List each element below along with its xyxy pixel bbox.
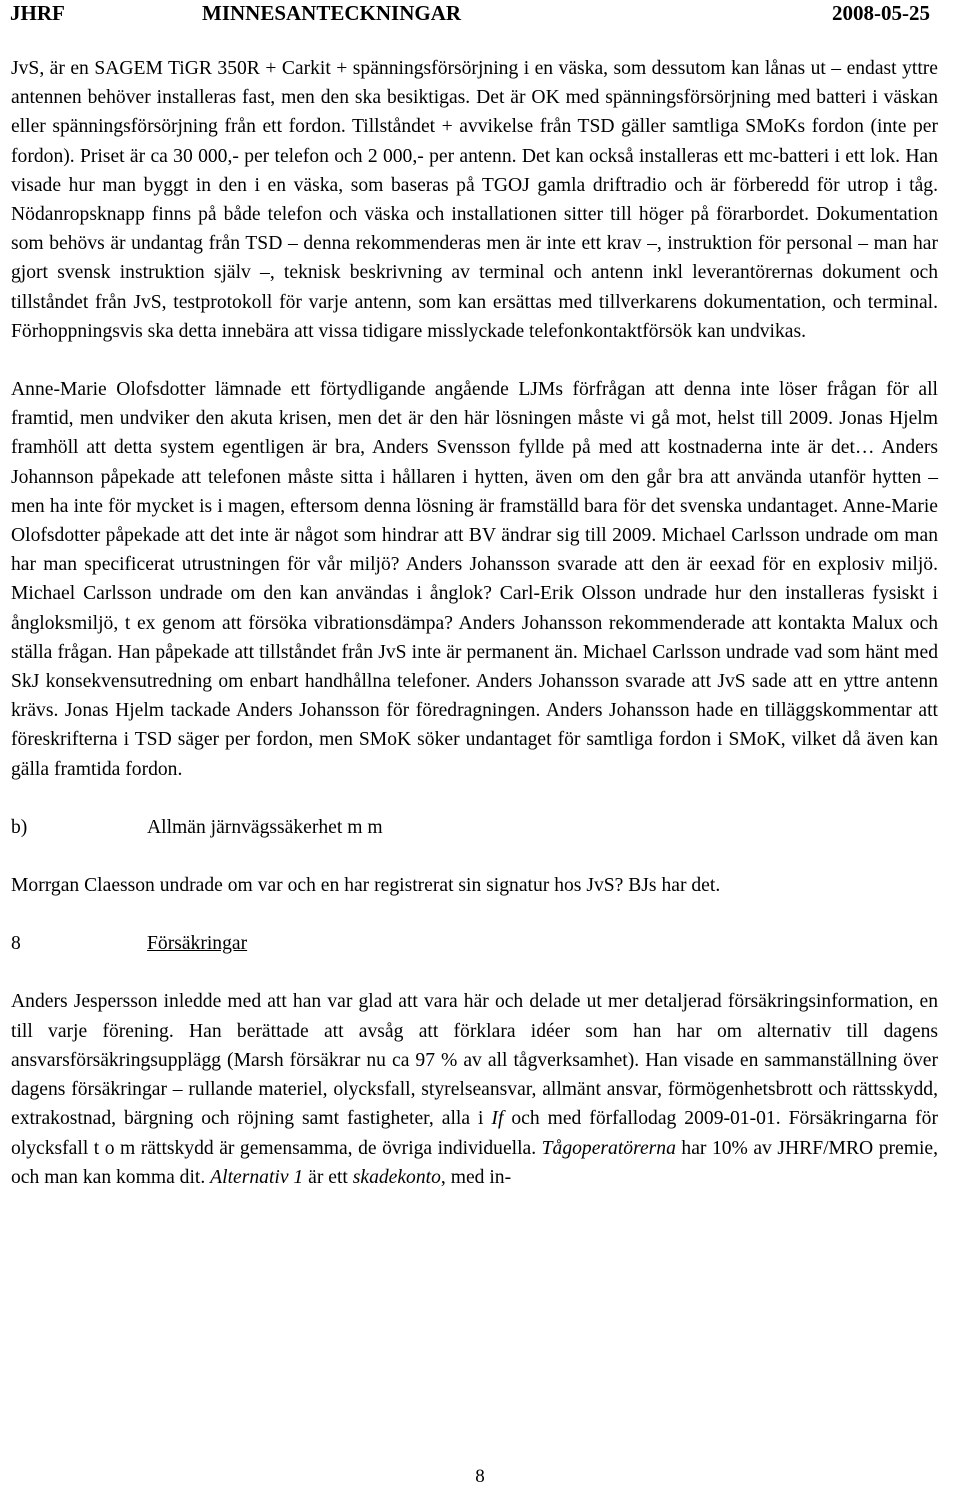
section-title: Allmän järnvägssäkerhet m m bbox=[147, 816, 383, 838]
paragraph-signature: Morrgan Claesson undrade om var och en har registrerat sin signatur hos JvS? BJs har det. bbox=[11, 875, 721, 897]
italic-term: If bbox=[491, 1108, 504, 1130]
section-number: b) bbox=[11, 816, 28, 838]
section-heading-8 bbox=[11, 929, 938, 958]
document-body bbox=[11, 54, 938, 1192]
italic-term: Tågoperatörerna bbox=[541, 1137, 676, 1159]
section-heading-b bbox=[11, 813, 938, 842]
text-run: Anders Jespersson inledde med att han var glad att vara här och delade ut mer detaljerad försäkringsinformation, en till varje förening. Han berättade att avsåg att förklara idéer som han har om alternativ till dagens ansvarsförsäkringsupplägg (Marsh försäkrar nu ca 97 % av all tågverksamhet). Han visade en sammanställning över dagens försäkringar – rullande materiel, olycksfall, styrelseansvar, allmänt ansvar, förmögenhetsbrott och rättsskydd, extrakostnad, bärgning och röjning samt fastigheter, alla i bbox=[11, 991, 938, 1130]
text-run: och med förfallodag 2009-01-01. Försäkringarna för olycksfall t o m rättskydd är gemensamma, de övriga individuella. bbox=[11, 1108, 939, 1159]
header-date: 2008-05-25 bbox=[832, 1, 930, 25]
text-run: är ett bbox=[303, 1166, 353, 1188]
section-number: 8 bbox=[11, 933, 21, 955]
paragraph-discussion: Anne-Marie Olofsdotter lämnade ett förtydligande angående LJMs förfrågan att denna inte löser frågan för all framtid, men undviker den akuta krisen, men det är den här lösningen måste vi gå mot, helst till 2009. Jonas Hjelm framhöll att detta system egentligen är bra, Anders Svensson fyllde på med att kostnaderna inte är det… Anders Johannson påpekade att telefonen måste sitta i hållaren i hytten, även om den går bra att använda utanför hytten – men ha inte för mycket is i magen, eftersom denna lösning är framställd bara för det svenska undantaget. Anne-Marie Olofsdotter påpekade att det inte är något som hindrar att BV ändrar sig till 2009. Michael Carlsson undrade om man har man specificerat utrustningen för vår miljö? Anders Johansson svarade att den är eexad för en explosiv miljö. Michael Carlsson undrade om den kan användas i ånglok? Carl-Erik Olsson undrade hur den installeras fysiskt i ångloksmiljö, t ex genom att försöka vibrationsdämpa? Anders Johansson rekommenderade att kontakta Malux och ställa frågan. Han påpekade att tillståndet från JvS inte är permanent än. Michael Carlsson undrade vad som hänt med SkJ konsekvensutredning om enbart handhållna telefoner. Anders Johansson svarade att JvS sade att en yttre antenn krävs. Jonas Hjelm tackade Anders Johansson för föredragningen. Anders Johansson hade en tilläggskommentar att föreskrifterna i TSD säger per fordon, men SMoK söker undantaget för samtliga fordon i SMoK, vilket då även kan gälla framtida fordon. bbox=[11, 379, 938, 780]
italic-term: skadekonto bbox=[352, 1166, 441, 1188]
section-title: Försäkringar bbox=[147, 933, 248, 955]
text-run: , med in- bbox=[440, 1166, 512, 1188]
paragraph-insurance bbox=[11, 987, 938, 1191]
text-run: har 10% av JHRF/MRO premie, och man kan komma dit. bbox=[11, 1137, 938, 1188]
header-org: JHRF bbox=[10, 1, 65, 25]
header-doc-type: MINNESANTECKNINGAR bbox=[202, 1, 462, 25]
page-number: 8 bbox=[475, 1466, 485, 1487]
paragraph-jvs-terminal: JvS, är en SAGEM TiGR 350R + Carkit + spänningsförsörjning i en väska, som dessutom kan lånas ut – endast yttre antennen behöver installeras fast, men den ska besiktigas. Det är OK med spänningsförsörjning med batteri i väskan eller spänningsförsörjning från ett fordon. Tillståndet + avvikelse från TSD gäller samtliga SMoKs fordon (inte per fordon). Priset är ca 30 000,- per telefon och 2 000,- per antenn. Det kan också installeras ett mc-batteri i ett lok. Han visade hur man byggt in den i en väska, som baseras på TGOJ gamla driftradio och är förberedd för utrop i tåg. Nödanropsknapp finns på både telefon och väska och installationen sitter till höger på förarbordet. Dokumentation som behövs är undantag från TSD – denna rekommenderas men är inte ett krav –, instruktion för personal – man har gjort svensk instruktion själv –, teknisk beskrivning av terminal och antenn inkl leverantörernas dokument och tillståndet från JvS, testprotokoll för varje antenn, som kan ersättas med tillverkarens dokumentation, och terminal. Förhoppningsvis ska detta innebära att vissa tidigare misslyckade telefonkontaktförsök kan undvikas. bbox=[11, 58, 938, 342]
italic-term: Alternativ 1 bbox=[210, 1166, 304, 1188]
page-header bbox=[10, 0, 930, 26]
